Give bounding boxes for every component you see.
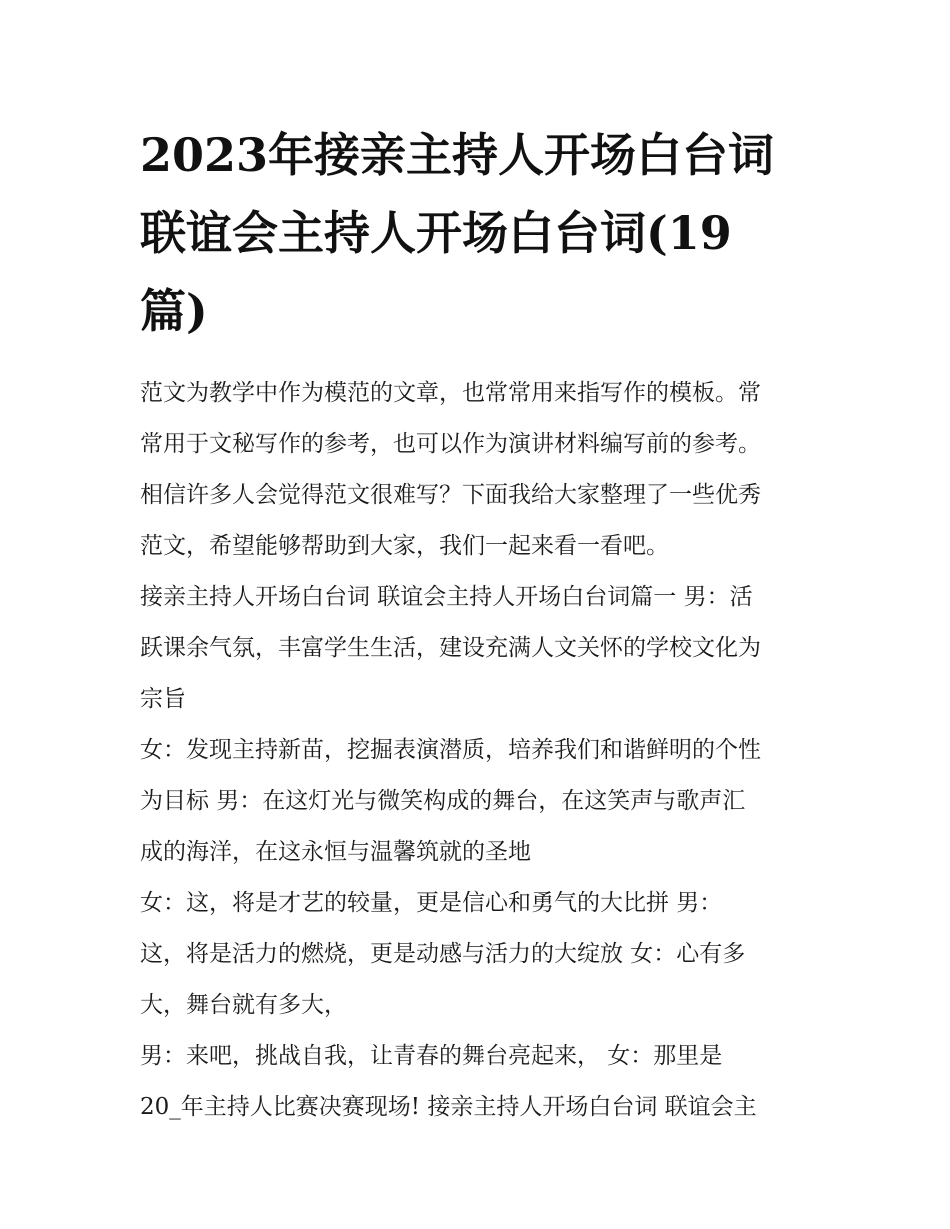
body-line: 常用于文秘写作的参考，也可以作为演讲材料编写前的参考。: [140, 431, 761, 457]
body-line: 这，将是活力的燃烧，更是动感与活力的大绽放 女：心有多: [140, 941, 746, 967]
body-line: 接亲主持人开场白台词 联谊会主持人开场白台词篇一 男：活: [140, 584, 753, 610]
body-line: 范文为教学中作为模范的文章，也常常用来指写作的模板。常: [140, 380, 761, 406]
body-line: 女：这，将是才艺的较量，更是信心和勇气的大比拼 男：: [140, 890, 723, 916]
body-line: 为目标 男：在这灯光与微笑构成的舞台，在这笑声与歌声汇: [140, 788, 746, 814]
body-line: 成的海洋，在这永恒与温馨筑就的圣地: [140, 839, 531, 865]
body-line: 跃课余气氛，丰富学生生活，建设充满人文关怀的学校文化为: [140, 635, 761, 661]
title-line: 篇): [140, 284, 208, 338]
body-line: 男：来吧，挑战自我，让青春的舞台亮起来， 女：那里是: [140, 1043, 723, 1069]
body-line: 宗旨: [140, 686, 186, 712]
title-line: 2023年接亲主持人开场白台词: [140, 128, 775, 182]
document-page: [140, 116, 812, 1133]
body-line: 20_年主持人比赛决赛现场! 接亲主持人开场白台词 联谊会主: [140, 1094, 757, 1120]
document-title: [140, 116, 812, 350]
body-line: 范文，希望能够帮助到大家，我们一起来看一看吧。: [140, 533, 669, 559]
body-line: 相信许多人会觉得范文很难写？下面我给大家整理了一些优秀: [140, 482, 761, 508]
document-body: [140, 368, 812, 1133]
body-line: 女：发现主持新苗，挖掘表演潜质，培养我们和谐鲜明的个性: [140, 737, 761, 763]
body-line: 大，舞台就有多大，: [140, 992, 347, 1018]
title-line: 联谊会主持人开场白台词(19: [140, 206, 732, 260]
